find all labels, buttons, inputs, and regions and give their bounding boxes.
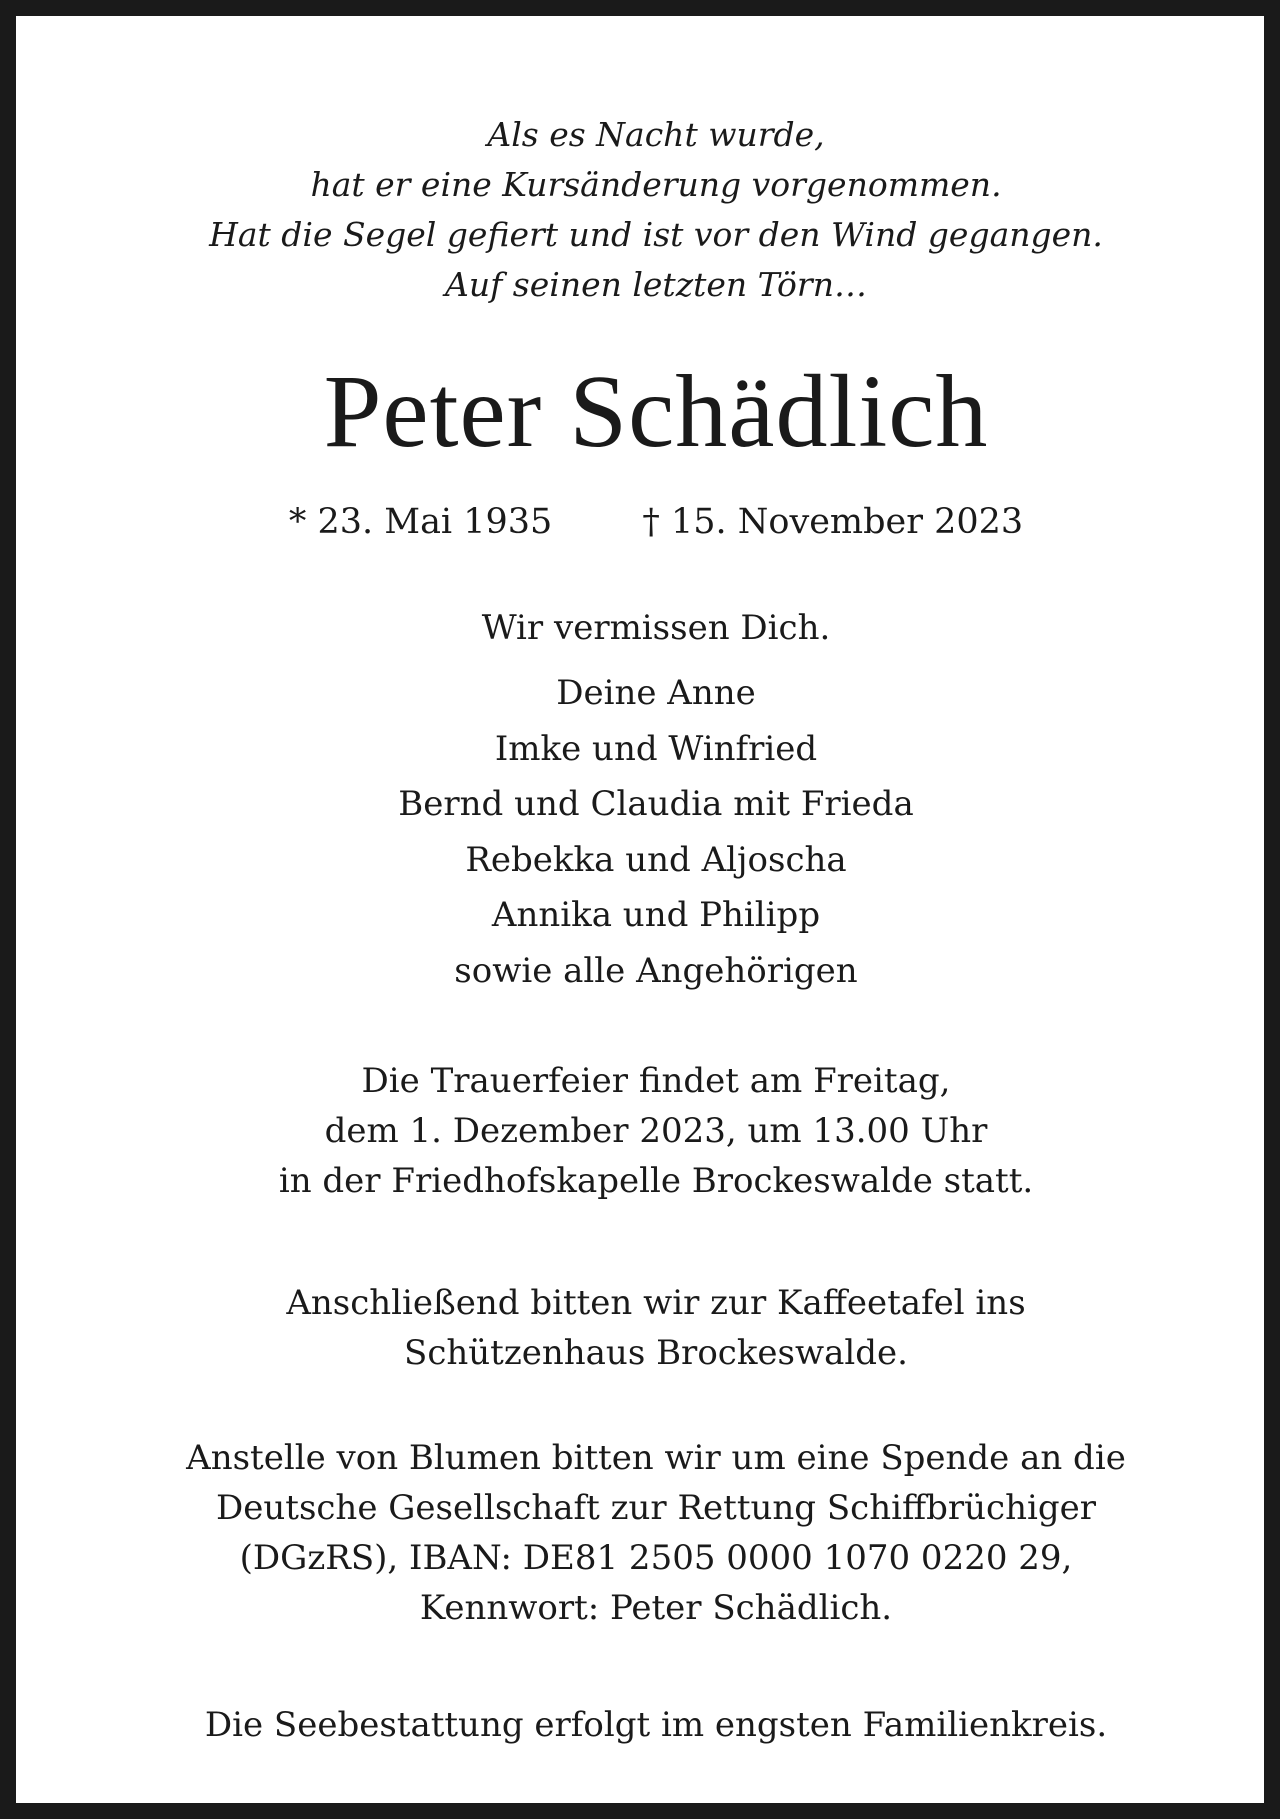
- mourner-line: Annika und Philipp: [491, 895, 821, 935]
- mourner-line: Rebekka und Aljoscha: [465, 839, 847, 880]
- verse-line: Als es Nacht wurde,: [487, 115, 825, 154]
- mourners-list: [32, 666, 1280, 999]
- verse-line: Hat die Segel gefiert und ist vor den Wind gegangen.: [209, 215, 1103, 254]
- donation-info: [32, 1433, 1280, 1633]
- birth-date: * 23. Mai 1935: [288, 502, 553, 542]
- mourner-line: Imke und Winfried: [494, 728, 818, 769]
- opening-verse: [32, 110, 1280, 310]
- farewell-message: Wir vermissen Dich.: [481, 608, 831, 648]
- verse-line: hat er eine Kursänderung vorgenommen.: [310, 165, 1002, 204]
- coffee-line: Schützenhaus Brockeswalde.: [404, 1333, 908, 1373]
- verse-line: Auf seinen letzten Törn…: [445, 265, 867, 304]
- life-dates: [32, 494, 1280, 550]
- donation-line: Kennwort: Peter Schädlich.: [419, 1588, 893, 1628]
- death-date: † 15. November 2023: [642, 502, 1024, 542]
- donation-line: (DGzRS), IBAN: DE81 2505 0000 1070 0220 29,: [239, 1538, 1073, 1578]
- ceremony-line: in der Friedhofskapelle Brockeswalde statt.: [278, 1161, 1034, 1201]
- mourner-line: Deine Anne: [556, 673, 756, 713]
- mourner-line: Bernd und Claudia mit Frieda: [398, 784, 914, 824]
- mourner-line: sowie alle Angehörigen: [454, 950, 858, 991]
- deceased-name: Peter Schädlich: [323, 354, 989, 469]
- ceremony-line: dem 1. Dezember 2023, um 13.00 Uhr: [324, 1111, 988, 1151]
- ceremony-info: [32, 1056, 1280, 1206]
- donation-line: Anstelle von Blumen bitten wir um eine Spende an die: [186, 1438, 1126, 1478]
- ceremony-line: Die Trauerfeier findet am Freitag,: [361, 1061, 951, 1101]
- donation-line: Deutsche Gesellschaft zur Rettung Schiffbrüchiger: [216, 1488, 1096, 1528]
- obituary-content: [32, 32, 1280, 1819]
- burial-info: Die Seebestattung erfolgt im engsten Familienkreis.: [204, 1705, 1108, 1745]
- coffee-info: [32, 1278, 1280, 1378]
- coffee-line: Anschließend bitten wir zur Kaffeetafel ins: [286, 1283, 1026, 1323]
